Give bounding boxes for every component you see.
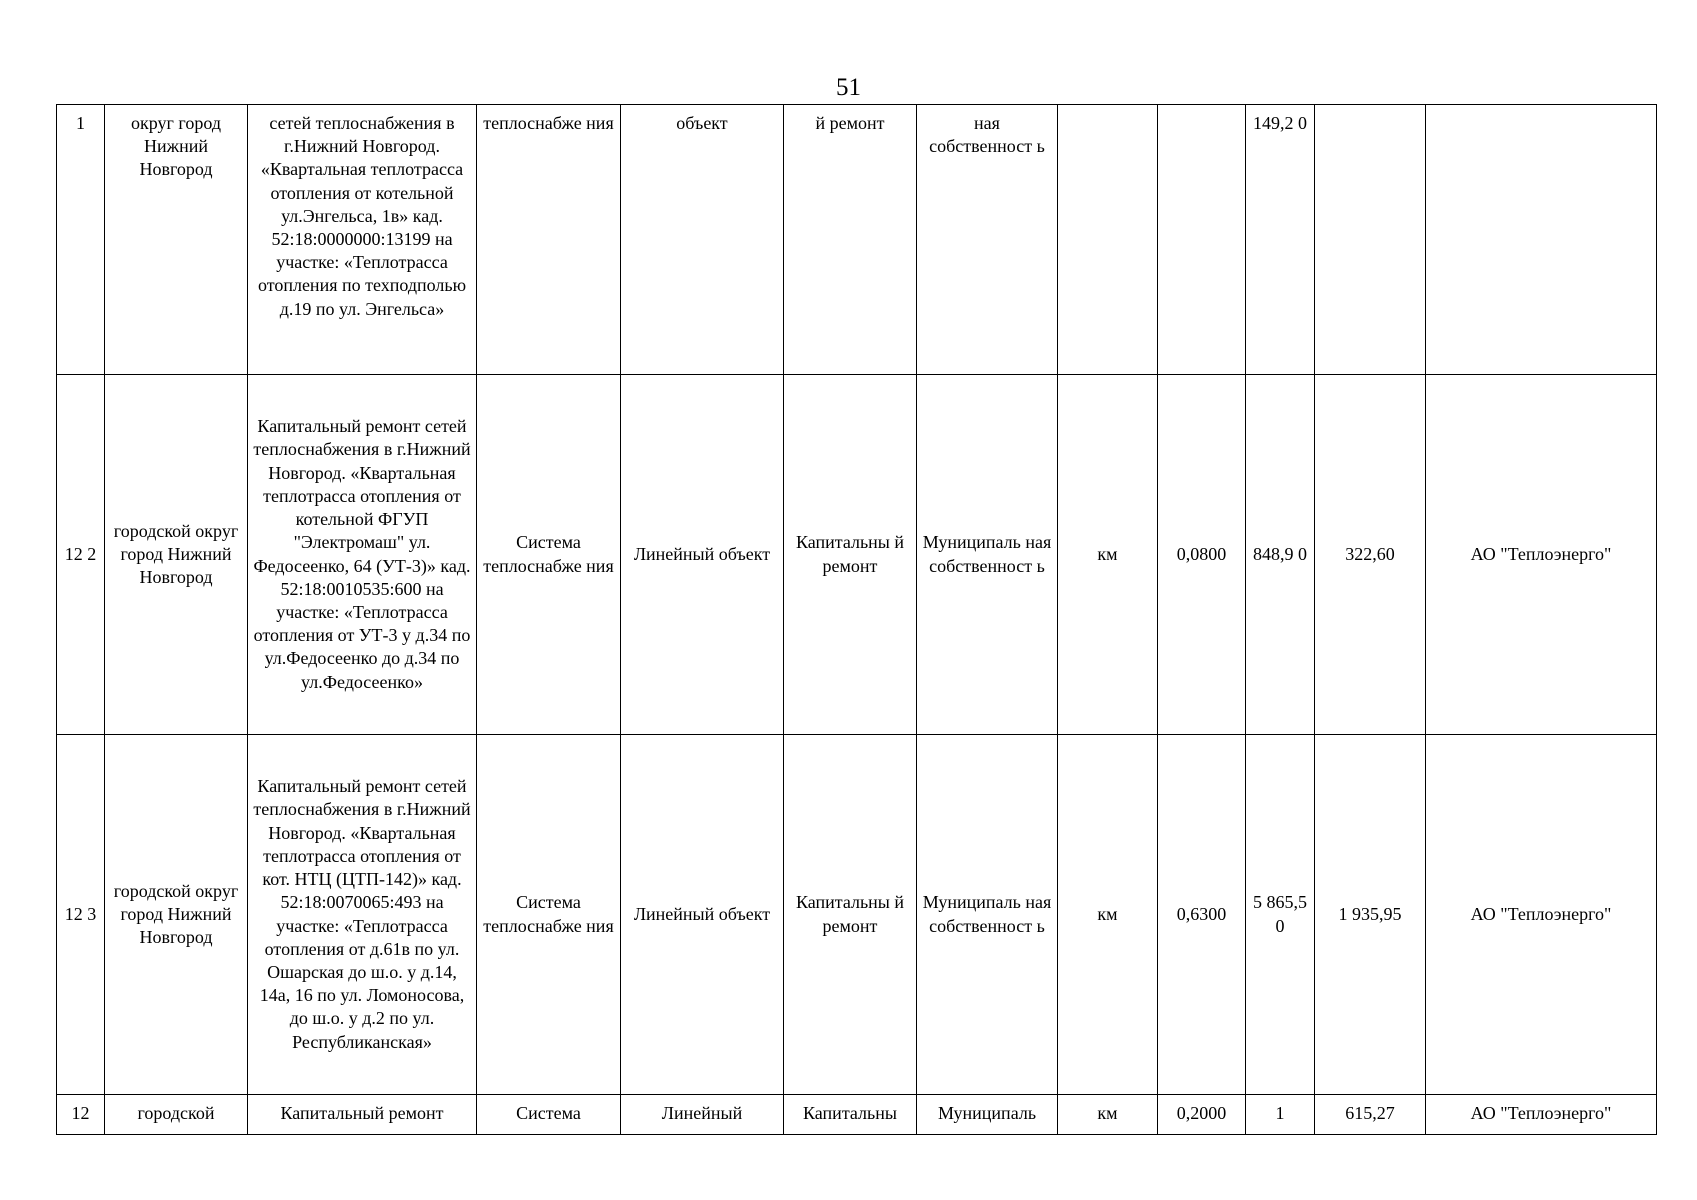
projects-table (56, 104, 1657, 1135)
table-row (57, 105, 1657, 375)
cell-description: Капитальный ремонт сетей теплоснабжения в г.Нижний Новгород. «Квартальная теплотрасса отопления от кот. НТЦ (ЦТП-142)» кад. 52:18:0070065:493 на участке: «Теплотрасса отопления от д.61в по ул. Ошарская до ш.о. у д.14, 14а, 16 по ул. Ломоносова, до ш.о. у д.2 по ул. Республиканская» (248, 735, 477, 1095)
cell-cost-total: 5 865,5 0 (1246, 735, 1315, 1095)
cell-description: Капитальный ремонт (248, 1095, 477, 1135)
cell-work-type: Капитальны й ремонт (784, 735, 917, 1095)
cell-ownership: Муниципаль ная собственност ь (917, 735, 1058, 1095)
cell-unit: км (1058, 375, 1158, 735)
cell-territory: городской округ город Нижний Новгород (105, 735, 248, 1095)
cell-object-type: Линейный объект (621, 735, 784, 1095)
cell-num: 12 (57, 1095, 105, 1135)
cell-unit: км (1058, 735, 1158, 1095)
cell-territory: городской округ город Нижний Новгород (105, 375, 248, 735)
cell-territory: городской (105, 1095, 248, 1135)
table-row (57, 735, 1657, 1095)
cell-description: сетей теплоснабжения в г.Нижний Новгород. «Квартальная теплотрасса отопления от котельной ул.Энгельса, 1в» кад. 52:18:0000000:13199 на участке: «Теплотрасса отопления по техподполью д.19 по ул. Энгельса» (248, 105, 477, 375)
page-number: 51 (836, 74, 861, 101)
table-row (57, 375, 1657, 735)
cell-cost-total: 1 (1246, 1095, 1315, 1135)
cell-system: Система (477, 1095, 621, 1135)
cell-description: Капитальный ремонт сетей теплоснабжения в г.Нижний Новгород. «Квартальная теплотрасса отопления от котельной ФГУП "Электромаш" ул. Федосеенко, 64 (УТ-3)» кад. 52:18:0010535:600 на участке: «Теплотрасса отопления от УТ-3 у д.34 по ул.Федосеенко до д.34 по ул.Федосеенко» (248, 375, 477, 735)
cell-work-type: Капитальны й ремонт (784, 375, 917, 735)
cell-territory: округ город Нижний Новгород (105, 105, 248, 375)
cell-system: Система теплоснабже ния (477, 735, 621, 1095)
cell-work-type: й ремонт (784, 105, 917, 375)
cell-unit: км (1058, 1095, 1158, 1135)
cell-object-type: Линейный объект (621, 375, 784, 735)
cell-cost-2: 1 935,95 (1315, 735, 1426, 1095)
cell-system: теплоснабже ния (477, 105, 621, 375)
cell-system: Система теплоснабже ния (477, 375, 621, 735)
cell-cost-2 (1315, 105, 1426, 375)
cell-length: 0,2000 (1158, 1095, 1246, 1135)
cell-num: 1 (57, 105, 105, 375)
cell-length: 0,6300 (1158, 735, 1246, 1095)
table-row (57, 1095, 1657, 1135)
cell-ownership: ная собственност ь (917, 105, 1058, 375)
cell-work-type: Капитальны (784, 1095, 917, 1135)
cell-object-type: Линейный (621, 1095, 784, 1135)
cell-object-type: объект (621, 105, 784, 375)
cell-organization: АО "Теплоэнерго" (1426, 375, 1657, 735)
cell-cost-2: 615,27 (1315, 1095, 1426, 1135)
cell-organization: АО "Теплоэнерго" (1426, 1095, 1657, 1135)
cell-num: 12 2 (57, 375, 105, 735)
cell-length (1158, 105, 1246, 375)
cell-ownership: Муниципаль ная собственност ь (917, 375, 1058, 735)
cell-cost-total: 149,2 0 (1246, 105, 1315, 375)
cell-ownership: Муниципаль (917, 1095, 1058, 1135)
cell-organization (1426, 105, 1657, 375)
cell-cost-2: 322,60 (1315, 375, 1426, 735)
cell-unit (1058, 105, 1158, 375)
cell-num: 12 3 (57, 735, 105, 1095)
cell-cost-total: 848,9 0 (1246, 375, 1315, 735)
cell-length: 0,0800 (1158, 375, 1246, 735)
cell-organization: АО "Теплоэнерго" (1426, 735, 1657, 1095)
